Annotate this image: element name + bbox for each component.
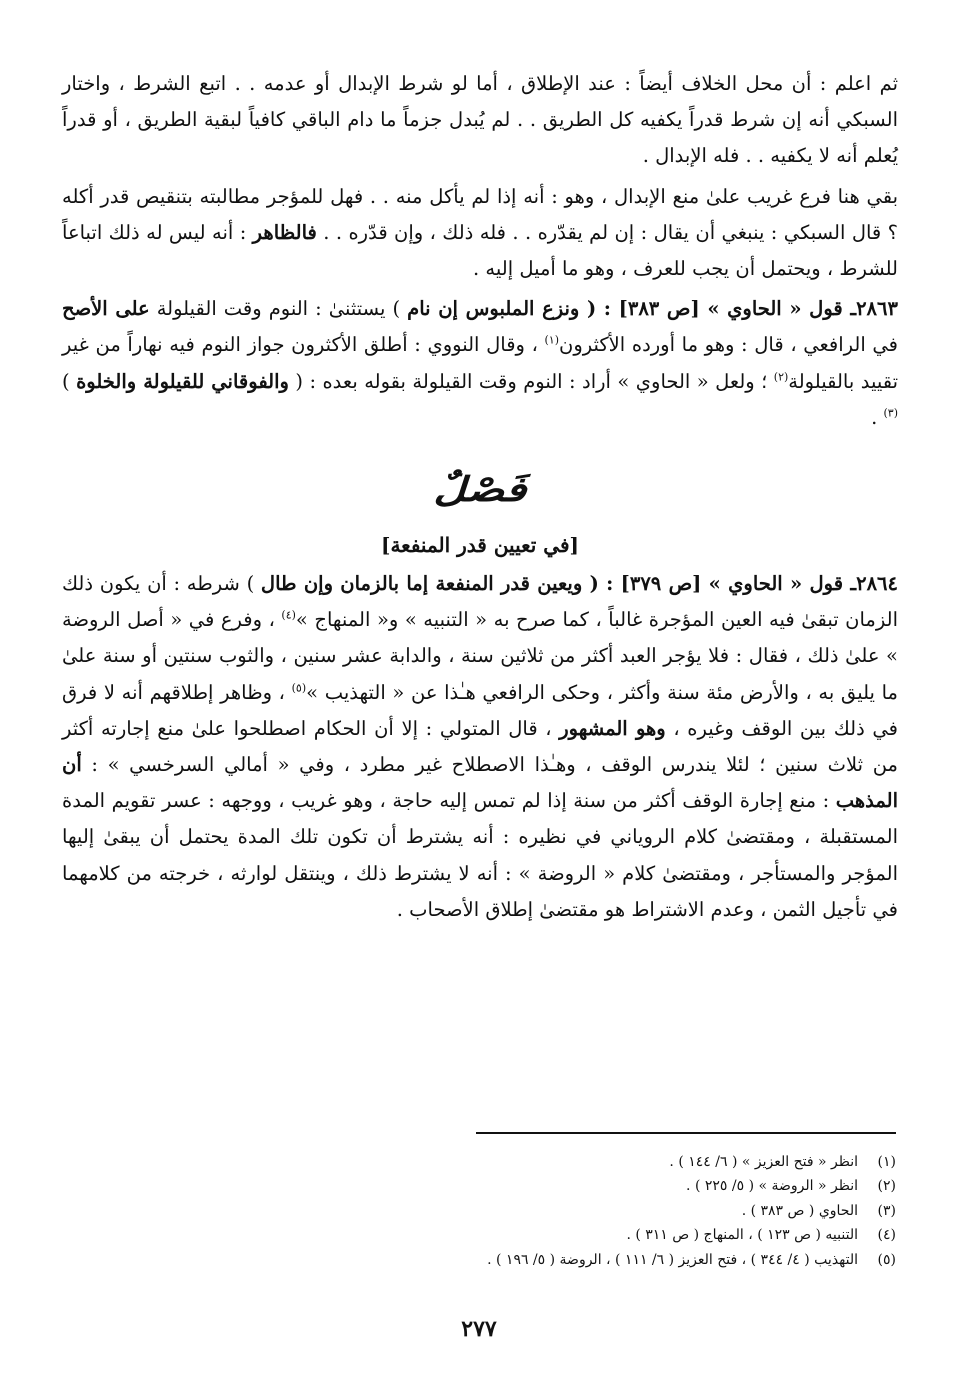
paragraph-2864-text-g: ، قال المتولي : إلا أن الحكام اصطلحوا علىٰ منع إجارته أكثر من ثلاث سنين ؛ لئلا يندرس الوقف ، وهـٰذا الاصطلاح غير مطرد ، وفي « أمالي السرخسي » : xyxy=(62,716,898,777)
paragraph-2863-text-j: . xyxy=(871,405,884,429)
paragraph-2863-quote: ونزع الملبوس إن نام xyxy=(407,297,580,321)
paragraph-2-text-c: : أنه ليس له ذلك اتباعاً للشرط ، ويحتمل أن يجب للعرف ، وهو ما أميل إليه . xyxy=(62,220,898,281)
footnotes xyxy=(60,1150,896,1272)
footnote-ref-3[interactable]: (٣) xyxy=(883,406,898,420)
paragraph-2863-text-g: ؛ ولعل « الحاوي » أراد : النوم وقت القيلولة بقوله بعده : ( xyxy=(288,369,774,393)
paragraph-2864 xyxy=(62,566,898,928)
paragraph-2863-heading: ٢٨٦٣ـ قول « الحاوي » [ص ٣٨٣] : ( xyxy=(579,297,898,321)
page-number: ٢٧٧ xyxy=(461,1316,497,1342)
paragraph-2864-bold-f: وهو المشهور xyxy=(559,716,666,740)
fasl-word: فَصْلٌ xyxy=(433,470,527,511)
footnote-text: التنبيه ( ص ١٢٣ ) ، المنهاج ( ص ٣١١ ) . xyxy=(626,1227,858,1244)
paragraph-2863-bold-h: والفوقاني للقيلولة والخلوة xyxy=(76,369,289,393)
paragraph-2-text-a: بقي هنا فرع غريب علىٰ منع الإبدال ، وهو : أنه إذا لم يأكل منه . . فهل للمؤجر مطالبته بتنقيص قدر أكله ؟ قال السبكي : ينبغي أن يقال : إن لم يقدّره . . فله ذلك ، وإن قدّره . . xyxy=(62,184,898,244)
paragraph-2 xyxy=(62,179,898,288)
footnote-number: (٤) xyxy=(877,1227,896,1244)
paragraph-2-bold: فالظاهر xyxy=(252,220,317,244)
fasl-ornament xyxy=(62,470,898,520)
paragraph-1 xyxy=(62,66,898,175)
page-body xyxy=(62,66,898,932)
footnote-number: (٣) xyxy=(877,1202,896,1219)
paragraph-2863-text-f: ، وقال النووي : أطلق الأكثرون جواز النوم فيه نهاراً من غير تقييد بالقيلولة xyxy=(62,333,899,393)
paragraph-2864-quote: ويعين قدر المنفعة إما بالزمان وإن طال xyxy=(260,572,583,596)
paragraph-2863 xyxy=(62,291,898,436)
footnote-text: انظر « فتح العزيز » ( ٦/ ١٤٤ ) . xyxy=(669,1154,858,1170)
paragraph-2864-bold-h: أن المذهب xyxy=(62,753,898,813)
footnote-ref-4[interactable]: (٤) xyxy=(281,608,296,622)
footnote-item xyxy=(60,1150,896,1174)
footnote-item xyxy=(60,1223,896,1247)
footnote-ref-1[interactable]: (١) xyxy=(544,333,560,347)
paragraph-2864-text-c: ) شرطه : أن يكون ذلك الزمان تبقىٰ فيه العين المؤجرة غالباً ، كما صرح به « التنبيه » و« المنهاج » xyxy=(62,572,898,632)
footnote-number: (١) xyxy=(877,1154,896,1170)
paragraph-2864-text-i: : منع إجارة الوقف أكثر من سنة إذا لم تمس إليه حاجة ، وهو غريب ، ووجهه : عسر تقويم المدة المستقبلة ، ومقتضىٰ كلام الروياني في نظيره : أنه يشترط أن تكون تلك المدة يحتمل أن يبقىٰ إليها المؤجر والمستأجر ، ومقتضىٰ كلام « الروضة » : أنه لا يشترط ذلك ، وينتقل لوارثه ، خرجته من كلامهما في تأجيل الثمن ، وعدم الاشتراط هو مقتضىٰ إطلاق الأصحاب . xyxy=(62,789,898,921)
section-title: [في تعيين قدر المنفعة] xyxy=(380,533,579,558)
paragraph-2864-text-d: ، وفرع في « أصل الروضة » علىٰ ذلك ، فقال : فلا يؤجر العبد أكثر من ثلاثين سنة ، والدابة عشر سنين ، والثوب سنتين أو سنة علىٰ ما يليق به ، والأرض مئة سنة وأكثر ، وحكى الرافعي هـٰذا عن « التهذيب » xyxy=(62,608,899,704)
footnote-item xyxy=(60,1199,896,1223)
footnote-item xyxy=(60,1174,896,1198)
paragraph-2864-heading: ٢٨٦٤ـ قول « الحاوي » [ص ٣٧٩] : ( xyxy=(582,572,898,596)
paragraph-1-text: ثم اعلم : أن محل الخلاف أيضاً : عند الإطلاق ، أما لو شرط الإبدال أو عدمه . . اتبع الشرط ، واختار السبكي أنه إن شرط قدراً يكفيه كل الطريق . . لم يُبدل جزماً ما دام الباقي كافياً لبقية الطريق ، أو قدراً يُعلم أنه لا يكفيه . . فله الإبدال . xyxy=(62,72,898,168)
footnote-number: (٥) xyxy=(877,1251,896,1268)
paragraph-2863-bold-d: على الأصح xyxy=(62,297,150,321)
footnote-item xyxy=(60,1248,896,1272)
footnote-separator xyxy=(476,1132,896,1134)
paragraph-2864-text-e: ، وظاهر إطلاقهم أنه لا فرق في ذلك بين الوقف وغيره ، xyxy=(62,680,898,740)
paragraph-2863-text-c: ) يستثنىٰ : النوم وقت القيلولة xyxy=(149,297,408,321)
paragraph-2863-text-e: في الرافعي ، قال : وهو ما أورده الأكثرون xyxy=(559,333,898,357)
footnote-number: (٢) xyxy=(877,1178,896,1195)
footnote-ref-5[interactable]: (٥) xyxy=(291,681,307,695)
paragraph-2863-text-i: ) xyxy=(62,369,77,393)
footnote-text: الحاوي ( ص ٣٨٣ ) . xyxy=(741,1202,858,1219)
footnote-text: التهذيب ( ٤/ ٣٤٤ ) ، فتح العزيز ( ٦/ ١١١ ) ، الروضة ( ٥/ ١٩٦ ) . xyxy=(487,1251,858,1268)
footnote-ref-2[interactable]: (٢) xyxy=(773,370,789,384)
footnote-text: انظر « الروضة » ( ٥/ ٢٢٥ ) . xyxy=(686,1178,858,1195)
